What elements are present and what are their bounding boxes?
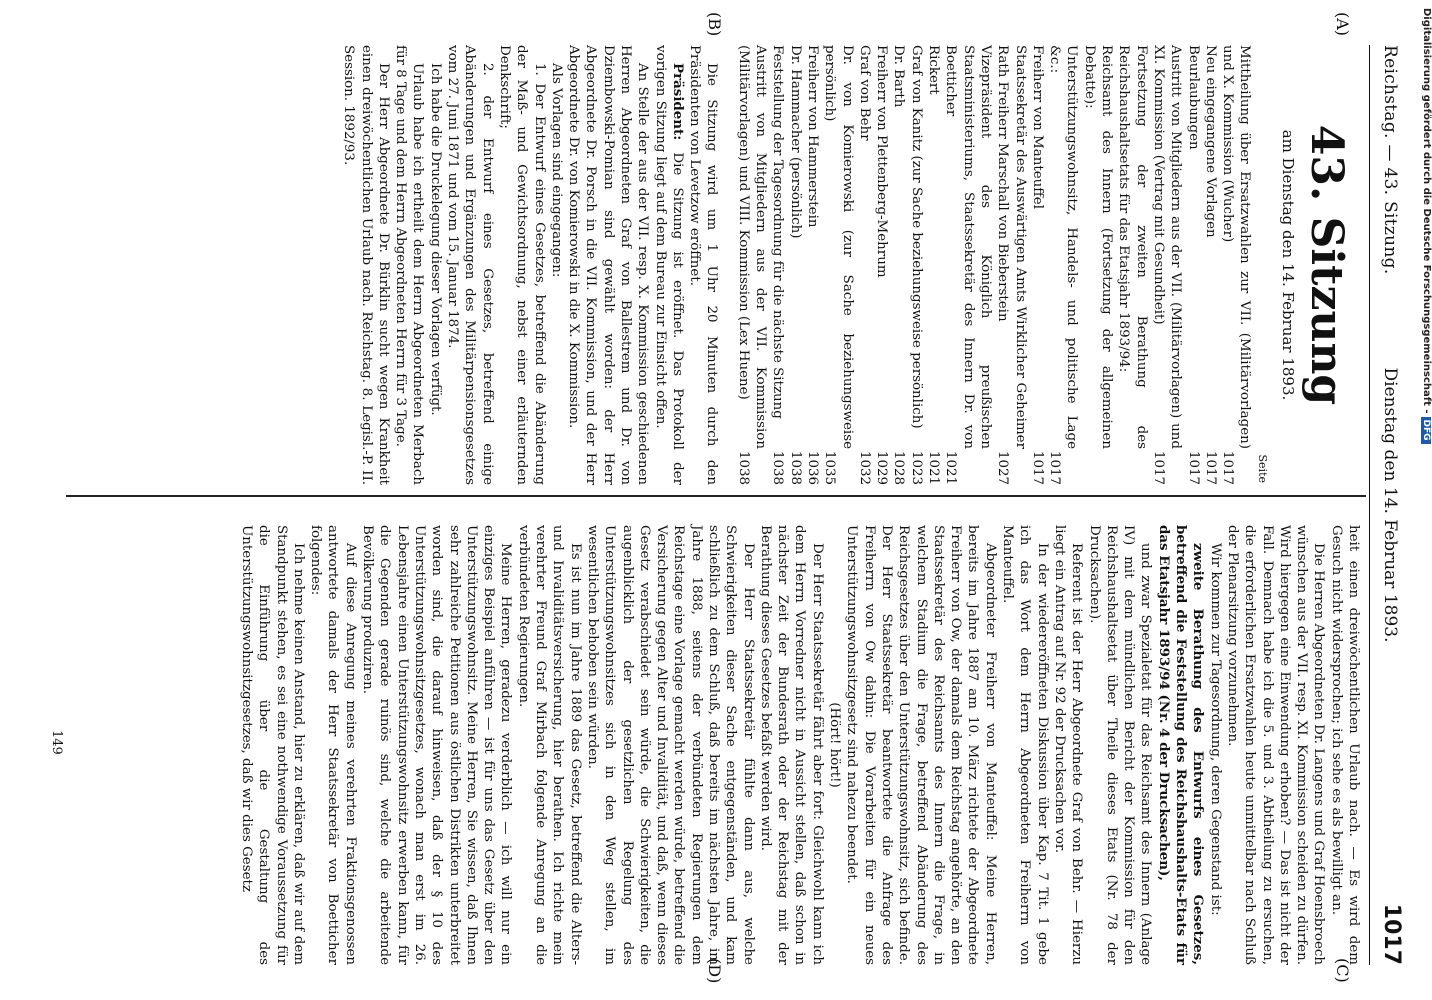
paragraph: Der Herr Staatssekretär fährt aber fort: Gleichwohl kann ich dem Herrn Vorredner nicht in Aussicht stellen, daß schon in nächster Zeit der Bundesrath oder der Reichstag mit der Berathung dieses Gesetzes befaßt werden wird. — [757, 525, 825, 965]
paragraph: Abgeordneter Freiherr von Manteuffel: Meine Herren, bereits im Jahre 1887 am 10. März richtete der Abgeordnete Freiherr von Ow, der damals dem Reichstag angehörte, an den Staatssekretär des Reichsamts des Innern die Frage, in welchem Stadium die Frage, betreffend Abänderung des Reichsgesetzes über den Unterstützungswohnsitz, sich befinde. Der Herr Staatssekretär beantwortete die Anfrage des Freiherrn von Ow dahin: Die Vorarbeiten für ein neues Unterstützungswohnsitzgesetz sind nahezu beendet. — [844, 525, 998, 965]
paragraph: heit einen dreiwöchentlichen Urlaub nach. — Es wird dem Gesuch nicht widersprochen; ich sehe es als bewilligt an. — [1328, 525, 1361, 965]
toc-row: Neu eingegangene Vorlagen 1017 — [1202, 45, 1218, 485]
paragraph: Es ist nun im Jahre 1889 das Gesetz, betreffend die Alters- und Invaliditätsversicherung, hier berathen. Ich richte mein verehrter Freund Graf Mirbach folgende Anregung an die verbündeten Regierungen. — [515, 525, 583, 965]
left-column — [340, 45, 1362, 485]
paragraph: Präsident: Die Sitzung ist eröffnet. Das Protokoll der vorigen Sitzung liegt auf dem Bureau zur Einsicht offen. — [652, 45, 686, 485]
toc-row: Austritt von Mitgliedern aus der VII. (Militärvorlagen) und XI. Kommission (Vertrag mit Gesundheit) 1017 — [1150, 45, 1184, 485]
toc-row: Rickert 1021 — [926, 45, 942, 485]
toc-row: Dr. Barth 1028 — [891, 45, 907, 485]
paragraph: 1. Der Entwurf eines Gesetzes, betreffend die Abänderung der Maß- und Gewichtsordnung, nebst einer erläuternden Denkschrift; — [496, 45, 547, 485]
toc-row: Freiherr von Plettenberg-Mehrum 1029 — [874, 45, 890, 485]
toc-row: Beurlaubungen 1017 — [1185, 45, 1201, 485]
toc-row: Fortsetzung der zweiten Berathung des Reichshaushaltsetats für das Etatsjahr 1893/94: — [1116, 45, 1149, 449]
toc-row: Dr. von Komierowski (zur Sache beziehungsweise persönlich) 1035 — [822, 45, 855, 485]
margin-letter-b: (B) — [705, 12, 724, 37]
margin-letter-a: (A) — [1333, 12, 1352, 37]
toc-row: Feststellung der Tagesordnung für die nächste Sitzung 1038 — [770, 45, 786, 485]
paragraph: Die Herren Abgeordneten Dr. Langens und Graf Hoensbroech wünschen aus der VII. resp. XI. Kommission scheiden zu dürfen. Wird hiergegen eine Einwendung erhoben? — Das ist nicht der Fall. Demnach habe ich die 5. und 3. Abtheilung zu ersuchen, die erforderlichen Ersatzwahlen heute unmittelbar nach Schluß der Plenarsitzung vorzunehmen. — [1224, 525, 1327, 965]
toc-row: Freiherr von Manteuffel 1017 — [1029, 45, 1045, 485]
paragraph: zweite Berathung des Entwurfs eines Gesetzes, betreffend die Feststellung des Reichshaushalts-Etats für das Etatsjahr 1893/94 (Nr. 4 der Drucksachen), — [1155, 525, 1207, 965]
paragraph: Ich habe die Druckelegung dieser Vorlagen verfügt. — [427, 63, 443, 416]
paragraph: Die Sitzung wird um 1 Uhr 20 Minuten durch den Präsidenten von Levetzow eröffnet. — [687, 45, 720, 485]
paragraph: Auf diese Anregung meines verehrten Fraktionsgenossen antwortete damals der Herr Staatssekretär von Boetticher folgendes: — [308, 525, 358, 965]
paragraph: An Stelle der aus der VII. resp. X. Kommission geschiedenen Herren Abgeordneten Graf von Ballestrem und Dr. von Dziembowski-Pomian sind gewählt worden: der Herr Abgeordnete Dr. Porsch in die VII. Kommission, und der Herr Abgeordnete Dr. von Komierowski in die X. Kommission. — [566, 45, 651, 485]
toc-row: Vizepräsident des Königlich preußischen Staatsministeriums, Staatssekretär des Innern Dr. von Boetticher 1021 — [943, 45, 993, 485]
paragraph: Ich nehme keinen Anstand, hier zu erklären, daß wir auf dem Standpunkt stehen, es sei eine nothwendige Voraussetzung für die Einführung über die Gestaltung des Unterstützungswohnsitzgesetzes, daß wir dies Gesetz — [239, 525, 306, 965]
margin-letter-c: (C) — [1333, 958, 1352, 983]
toc-row: Freiherr von Hammerstein 1036 — [804, 45, 820, 485]
paragraph: 2. der Entwurf eines Gesetzes, betreffend einige Abänderungen und Ergänzungen des Militärpensionsgesetzes vom 27. Juni 1871 und vom 15. Januar 1874. — [445, 45, 495, 485]
header-left: Reichstag. — 43. Sitzung. — [1380, 45, 1400, 275]
session-date: am Dienstag den 14. Februar 1893. — [1279, 129, 1297, 401]
paragraph: Referent ist der Herr Abgeordnete Graf von Behr. — Hierzu liegt ein Antrag auf Nr. 92 der Drucksachen vor. — [1051, 525, 1085, 965]
session-title: 43. Sitzung — [1301, 124, 1352, 406]
running-header — [1369, 45, 1404, 965]
margin-letter-d: (D) — [705, 958, 724, 984]
toc-row: Mittheilung über Ersatzwahlen zur VII. (Militärvorlagen) und X. Kommission (Wucher) 1017 — [1220, 45, 1253, 485]
paragraph: Der Herr Abgeordnete Dr. Bürklin sucht wegen Krankheit einen dreiwöchentlichen Urlaub nach. Reichstag. 8. Legisl.-P. II. Session. 1892/93. — [341, 45, 391, 485]
toc-row: Staatssekretär des Auswärtigen Amts Wirklicher Geheimer Rath Freiherr Marschall von Bieberstein 1027 — [995, 45, 1028, 485]
right-column — [238, 525, 1362, 965]
header-page-number: 1017 — [1379, 903, 1404, 965]
paragraph: Der Herr Staatssekretär fühlte dann aus, welche Schwierigkeiten dieser Sache entgegenständen, und kam schließlich zu dem Schluß, daß bereits im nächsten Jahre, im Jahre 1888, seitens der verbündeten Regierungen dem Reichstage eine Vorlage gemacht werden würde, betreffend die Versicherung gegen Alter und Invalidität, und daß, wenn dieses Gesetz verabschiedet sein würde, die Schwierigkeiten, die augenblicklich der gesetzlichen Regelung des Unterstützungswohnsitzes sich in den Weg stellen, im wesentlichen behoben sein würden. — [584, 525, 756, 965]
paragraph: Wir kommen zur Tagesordnung, deren Gegenstand ist: — [1207, 543, 1223, 916]
toc-row: Graf von Kanitz (zur Sache beziehungsweise persönlich) 1023 — [908, 45, 924, 485]
column-divider — [66, 495, 1366, 497]
toc-row: Unterstützungswohnsitz, Handels- und politische Lage &c.: 1017 — [1047, 45, 1080, 485]
paragraph: und zwar Spezialetat für das Reichsamt des Innern (Anlage IV) mit dem mündlichen Bericht der Kommission für den Reichshaushaltsetat über Theile dieses Etats (Nr. 78 der Drucksachen). — [1086, 525, 1154, 965]
signature-number: 149 — [49, 730, 64, 755]
toc-row: Graf von Behr 1032 — [856, 45, 872, 485]
digitization-sidebar — [1418, 0, 1432, 1000]
paragraph: Urlaub habe ich ertheilt dem Herrn Abgeordneten Merbach für 8 Tage und dem Herrn Abgeordneten Herrn für 3 Tage. — [393, 45, 426, 485]
toc-label: Seite — [1255, 454, 1269, 483]
header-center: Dienstag den 14. Februar 1893. — [1380, 367, 1400, 643]
toc-row: Dr. Hammacher (persönlich) 1038 — [787, 45, 803, 485]
digitization-note: Digitalisierung gefördert durch die Deutsche Forschungsgemeinschaft -DFG — [1418, 0, 1432, 1000]
toc-row: Austritt von Mitgliedern aus der VII. Kommission (Militärvorlagen) und VIII. Kommission (Lex Huene) 1038 — [735, 45, 769, 485]
toc-row: Reichsamt des Innern (Fortsetzung der allgemeinen Debatte): — [1081, 45, 1115, 449]
interjection: (Hört! hört!) — [827, 702, 843, 788]
paragraph: In der wiedereröffneten Diskussion über Kap. 7 Tit. 1 gebe ich das Wort dem Herrn Abgeordneten Freiherrn von Manteuffel. — [1000, 525, 1050, 965]
paragraph: Als Vorlagen sind eingegangen: — [548, 63, 564, 278]
paragraph: Meine Herren, geradezu verderblich — ich will nur ein einziges Beispiel anführen — ist für uns das Gesetz über den Unterstützungswohnsitz. Meine Herren, Sie wissen, daß Ihnen sehr zahlreiche Petitionen aus östlichen Distrikten unterbreitet worden sind, die darauf hinweisen, daß der § 10 des Unterstützungswohnsitzgesetzes, wonach man erst im 26. Lebensjahre einen Unterstützungswohnsitz erwerben kann, für die Gegenden gerade ruinös sind, welche die arbeitende Bevölkerung produziren. — [360, 525, 514, 965]
dfg-logo: DFG — [1421, 417, 1431, 444]
